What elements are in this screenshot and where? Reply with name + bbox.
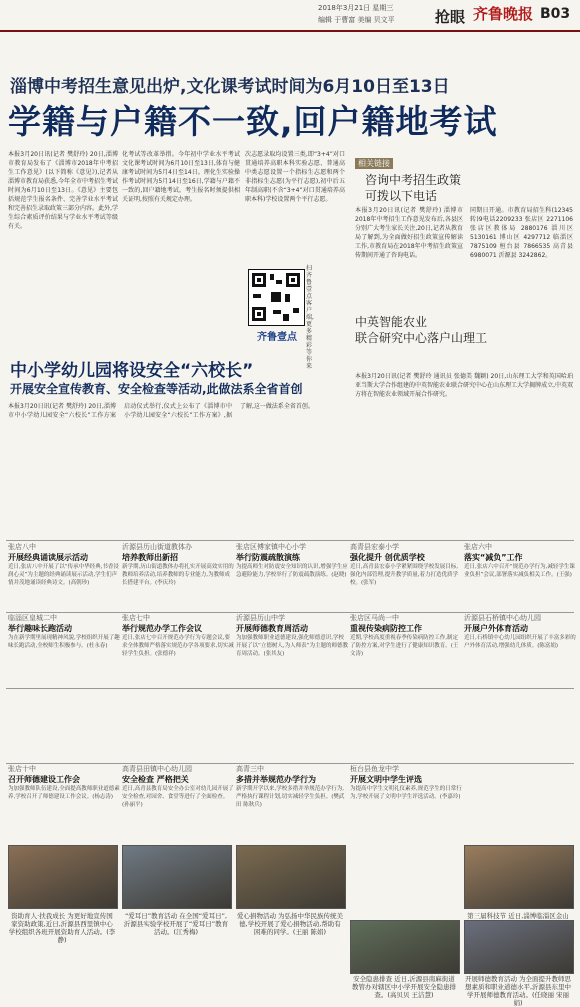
issue-date: 2018年3月21日 星期三	[318, 4, 394, 12]
brief-title: 强化提升 创优质学校	[350, 553, 425, 562]
brief-school: 张店十中	[8, 765, 36, 773]
grid-divider-top	[6, 540, 574, 541]
news-photo	[464, 920, 574, 974]
news-photo	[236, 845, 346, 909]
brief-title: 召开师德建设工作会	[8, 775, 80, 784]
brief-text: 为提高师生对防震安全知识的认识,增强学生应急避险能力,学校举行了防震疏散演练。(赵晓)	[236, 564, 348, 578]
brief-school: 桓台县鱼龙中学	[350, 765, 399, 773]
sidebar-tag: 相关链接	[355, 158, 393, 169]
brief-text: 近期,学校高度重视春季传染病防控工作,制定了防控方案,对学生进行了健康知识教育。(王文涛)	[350, 635, 459, 657]
top-story-headline: 学籍与户籍不一致,回户籍地考试	[8, 102, 498, 141]
sidebar-title: 咨询中考招生政策 可拨以下电话	[365, 173, 462, 203]
page-number: B03	[540, 6, 571, 22]
brief-school: 张店六中	[464, 543, 492, 551]
grid-divider	[6, 763, 574, 764]
brief-text: 近日,石桥镇中心幼儿园组织开展了丰富多彩的户外体育活动,增强幼儿体质。(陈富娟)	[464, 635, 576, 649]
brief-text: 为在新学期里展现精神风貌,学校组织开展了趣味长跑活动,全校师生积极参与。(杜永春)	[8, 635, 120, 649]
brief-item	[236, 543, 348, 611]
brief-text: 近日,张店八中开展了以“传承中华经典,书香浸润心灵”为主题的经典诵读展示活动,学生们声情并茂地诵读经典诗文。(高朝珍)	[8, 564, 119, 586]
brief-school: 沂源县历山街道教体办	[122, 543, 192, 551]
photo-caption: 开展师德教育活动 为全面提升教师思想素质和职业道德水平,沂源县东里中学开展师德教育活动。(任晓丽 宋丽娟)	[464, 975, 572, 1007]
brief-item	[122, 765, 234, 833]
sidebar-body-right: 同期日开通。市教育局招生科(12345转)9电话2209233 张店区 2271106 张店区教体局 2880176 淄川区 5130161 博山区 4297712 临淄区 7875109 桓台县 7866535 高青县 6980071 沂源县 3242862。	[470, 207, 573, 259]
brief-item	[122, 614, 234, 682]
brief-school: 沂源县历山中学	[236, 614, 285, 622]
brief-title: 开展师德教育周活动	[236, 624, 308, 633]
brief-item	[122, 543, 234, 611]
brief-school: 高青县宏泰小学	[350, 543, 399, 551]
brief-item	[464, 614, 576, 682]
brief-text: 近日,张店七中召开规范办学行为专题会议,要求全体教师严格落实规范办学各项要求,切实减轻学生负担。(张德祥)	[122, 635, 234, 657]
brief-title: 多措并举规范办学行为	[236, 775, 316, 784]
brief-school: 临淄区皇城二中	[8, 614, 57, 622]
qr-code[interactable]	[248, 269, 305, 326]
brief-school: 沂源县石桥镇中心幼儿园	[464, 614, 541, 622]
brief-text: 新学期,历山街道教体办将扎实开展高效实用的教师培养活动,培养教师的专业能力,为教师成长搭建平台。(李庆玲)	[122, 564, 234, 586]
brief-school: 张店区马尚一中	[350, 614, 399, 622]
brief-text: 为加强教师队伍建设,全面提高教师职业道德素养,学校召开了师德建设工作会议。(杨志涛)	[8, 786, 120, 800]
brief-text: 为提高中学生文明礼仪素养,规范学生的日常行为,学校开展了文明中学生评选活动。(李嘉玲)	[350, 786, 462, 800]
brief-item	[464, 543, 576, 611]
top-story-col1: 本报3月20日讯(记者 樊舒玲) 20日,淄博市教育局发布了《淄博市2018年中考招生工作意见》(以下简称《意见》),记者从淄博市教育局获悉,今年全市中考招生考试时间为6月10日至13日。《意见》主要包括规范学生报名条件、完善学业水平考试和完善招生录取政策三部分内容。此外,学生综合素质评价结果与学业水平考试等级有关。	[8, 151, 118, 230]
sidebar-subtitle: 中英智能农业 联合研究中心落户山理工	[355, 315, 488, 345]
brief-school: 张店七中	[122, 614, 150, 622]
brief-title: 举行规范办学工作会议	[122, 624, 202, 633]
brief-title: 落实“减负”工作	[464, 553, 523, 562]
second-story-body: 本报3月20日讯(记者 樊舒玲) 20日,淄博市中小学幼儿园安全“六校长”工作方案启动仪式举行,仪式上公布了《淄博市中小学幼儿园安全“六校长”工作方案》,据了解,这一做法系全省首创。	[8, 403, 314, 419]
top-story-kicker: 淄博中考招生意见出炉,文化课考试时间为6月10日至13日	[10, 77, 450, 97]
brief-title: 开展户外体育活动	[464, 624, 528, 633]
news-photo	[464, 845, 574, 909]
news-photo	[8, 845, 118, 909]
qr-label: 齐鲁壹点	[257, 332, 297, 343]
brief-item	[350, 543, 462, 611]
brief-title: 重视传染病防控工作	[350, 624, 422, 633]
brief-text: 近日,高青县宏泰小学紧紧围绕学校发展目标,强化内部管理,提升教学质量,着力打造优质学校。(张军)	[350, 564, 458, 586]
section-name: 抢眼	[435, 8, 466, 26]
brief-item	[8, 765, 120, 833]
qr-side-text: 扫齐鲁壹点客户端,更多精彩等你来	[306, 265, 314, 370]
masthead	[0, 0, 580, 32]
brief-item	[350, 614, 462, 682]
grid-divider	[6, 688, 574, 689]
top-story-col3: 次志愿录取均设置三类,即“3+4”对口贯通培养高职本科实验志愿、普通高中类志愿设置一个指标生志愿和两个非指标生志愿(为平行志愿),初中后五年制高职(不含“3+4”对口贯通培养高职本科)学校设置两个平行志愿。	[245, 151, 345, 203]
photo-caption: 第三届科技节 近日,淄博临淄区金山	[467, 912, 569, 920]
photo-caption: 安全隐患排查 近日,沂源县南麻街道教管办对辖区中小学开展安全隐患排查。(高贝贝 王洁慧)	[352, 975, 456, 999]
newspaper-logo: 齐鲁晚报	[473, 5, 534, 23]
brief-text: 近日,高青县教育局安全办公室对幼儿园开展了安全检查,对园舍、食堂等进行了全面检查。(孙丽平)	[122, 786, 234, 808]
photo-caption: “爱耳日”教育活动 在全国“爱耳日”,沂源县实验学校开展了“爱耳日”教育活动。(江秀梅)	[123, 912, 229, 936]
second-story-subtitle: 开展安全宣传教育、安全检查等活动,此做法系全省首创	[10, 382, 303, 396]
top-story-col2: 化考试等改革举措。今年初中学业水平考试文化课考试时间为6月10日至13日,体育与健康考试时间为5月4日至14日。理化生实验操作考试时间为5月14日至16日,学籍与户籍不一致的,回户籍地考试。考生报名时须提供相关证明,按照有关规定办理。	[122, 151, 240, 203]
brief-text: 为加强教师职业道德建设,强化师德意识,学校开展了以“立德树人,为人师表”为主题的师德教育周活动。(张其友)	[236, 635, 348, 657]
brief-title: 开展经典诵读展示活动	[8, 553, 88, 562]
sidebar-box	[355, 144, 573, 389]
news-photo	[122, 845, 232, 909]
sidebar-body-left: 本报3月20日讯(记者 樊舒玲) 淄博市2018年中考招生工作意见发布后,各县区分别广大考生家长关注,20日,记者从教育局了解到,为全面做好招生政策宣传解读工作,市教育局在2018年中考招生政策宣传期间开通了咨询电话。	[355, 207, 463, 259]
brief-school: 张店区傅家镇中心小学	[236, 543, 306, 551]
brief-title: 举行趣味长跑活动	[8, 624, 72, 633]
brief-title: 开展文明中学生评选	[350, 775, 422, 784]
brief-title: 举行防震疏散演练	[236, 553, 300, 562]
brief-text: 新学期开学以来,学校多措并举规范办学行为,严格执行课程计划,切实减轻学生负担。(樊武田 陈秋兵)	[236, 786, 345, 808]
grid-divider	[6, 612, 574, 613]
second-story-title: 中小学幼儿园将设安全“六校长”	[10, 361, 254, 381]
sidebar-sub-body: 本报3月20日讯(记者 樊舒玲 通讯员 张德美 魏颖) 20日,山东理工大学和英国哈珀亚当斯大学合作组建的中英智能农业联合研究中心在山东理工大学揭牌成立,中英双方将在智能农业领域开展合作研究。	[355, 373, 573, 398]
editors-line: 编辑 于曹富 美编 贝文平	[318, 16, 395, 24]
brief-title: 培养教师出新招	[122, 553, 178, 562]
brief-school: 张店八中	[8, 543, 36, 551]
brief-item	[350, 765, 462, 833]
photo-caption: 爱心捐物活动 为弘扬中华民族传统美德,学校开展了爱心捐物活动,帮助有困难的同学。(王丽 陈娟)	[236, 912, 344, 936]
brief-text: 近日,张店六中召开“规范办学行为,减轻学生课业负担”会议,部署落实减负相关工作。(王强)	[464, 564, 575, 578]
brief-title: 安全检查 严格把关	[122, 775, 189, 784]
brief-item	[236, 765, 348, 833]
brief-item	[236, 614, 348, 682]
news-photo	[350, 920, 460, 974]
photo-caption: 资助育人·扶我成长 为更好地宣传国家资助政策,近日,沂源县西里镇中心学校组织各班开展资助育人活动。(李静)	[8, 912, 116, 944]
brief-school: 高青县田镇中心幼儿园	[122, 765, 192, 773]
brief-item	[8, 543, 120, 611]
brief-item	[8, 614, 120, 682]
brief-school: 高青三中	[236, 765, 264, 773]
